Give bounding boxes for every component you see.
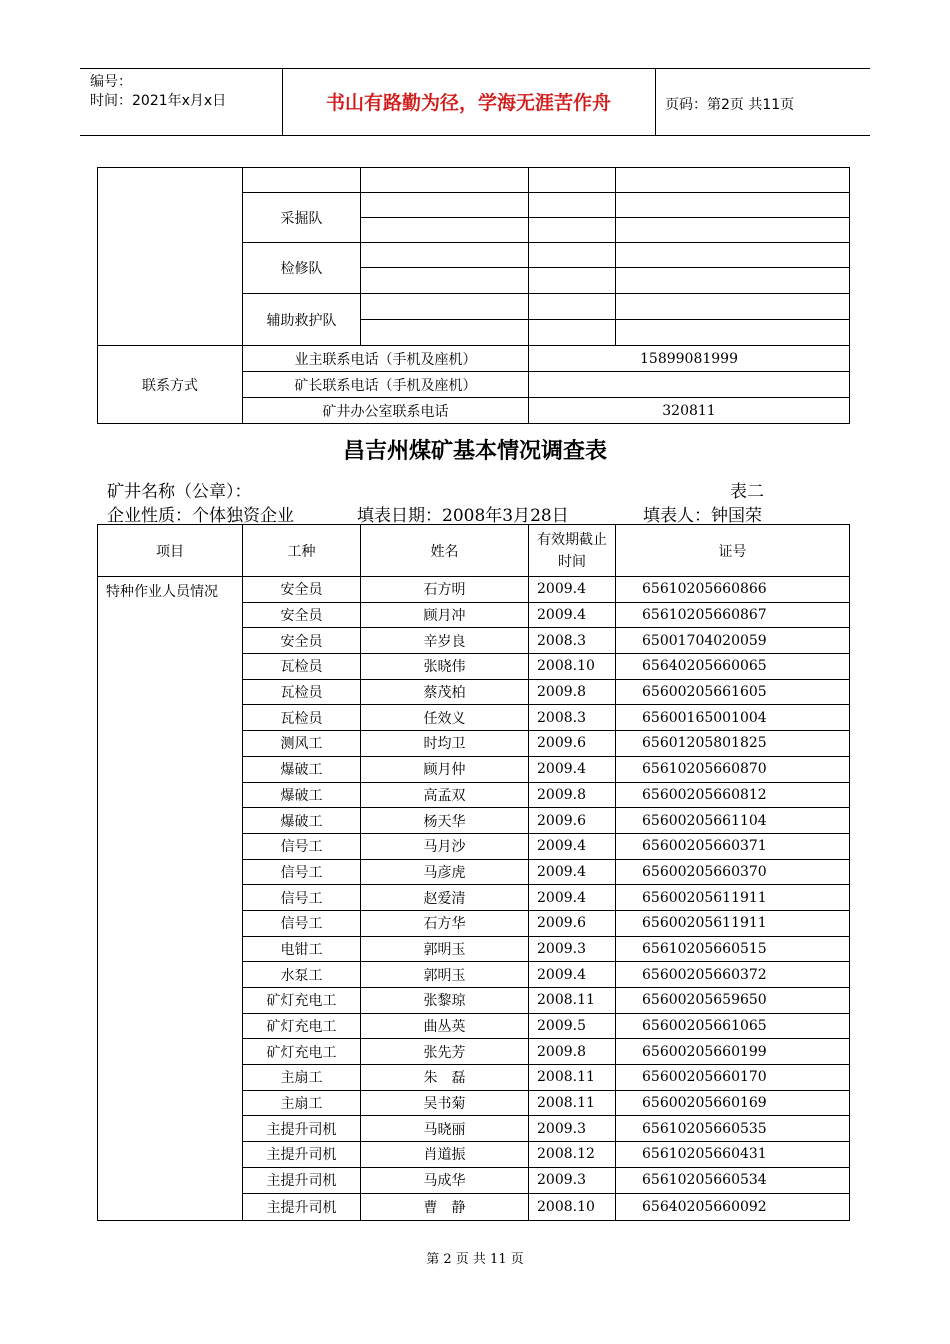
expiry-cell: 2009.3 (529, 936, 616, 962)
job-cell: 矿灯充电工 (243, 1039, 361, 1065)
expiry-cell: 2009.4 (529, 885, 616, 911)
expiry-cell: 2009.3 (529, 1116, 616, 1142)
name-cell: 曹 静 (361, 1193, 529, 1220)
name-cell: 顾月冲 (361, 602, 529, 628)
job-cell: 主提升司机 (243, 1167, 361, 1193)
staff-table (97, 524, 850, 1221)
table-row (98, 346, 850, 372)
column-header: 工种 (243, 525, 361, 577)
name-cell: 肖道振 (361, 1142, 529, 1168)
cert-cell: 65610205660431 (616, 1142, 850, 1168)
column-header: 姓名 (361, 525, 529, 577)
contact-item-label: 矿长联系电话（手机及座机） (243, 372, 529, 398)
name-cell: 时均卫 (361, 731, 529, 757)
contact-item-value: 15899081999 (529, 346, 850, 372)
expiry-cell: 2008.3 (529, 628, 616, 654)
form-title: 昌吉州煤矿基本情况调查表 (342, 439, 607, 464)
expiry-cell: 2009.4 (529, 577, 616, 603)
expiry-cell: 2008.11 (529, 988, 616, 1014)
name-cell: 张先芳 (361, 1039, 529, 1065)
name-cell: 郭明玉 (361, 962, 529, 988)
name-cell: 马成华 (361, 1167, 529, 1193)
name-cell: 石方华 (361, 910, 529, 936)
team-label: 采掘队 (243, 193, 361, 243)
expiry-cell: 2008.11 (529, 1065, 616, 1091)
contact-item-value (529, 372, 850, 398)
cert-cell: 65600205660371 (616, 833, 850, 859)
name-cell: 马彦虎 (361, 859, 529, 885)
job-cell: 主提升司机 (243, 1116, 361, 1142)
expiry-cell: 2009.4 (529, 962, 616, 988)
name-cell: 杨天华 (361, 808, 529, 834)
team-label: 辅助救护队 (243, 294, 361, 346)
filler-name: 填表人：钟国荣 (643, 506, 762, 526)
expiry-cell: 2009.6 (529, 910, 616, 936)
header-bottom-rule (80, 135, 870, 136)
expiry-cell: 2009.4 (529, 756, 616, 782)
header-motto: 书山有路勤为径，学海无涯苦作舟 (325, 92, 611, 114)
expiry-cell: 2008.3 (529, 705, 616, 731)
name-cell: 蔡茂柏 (361, 679, 529, 705)
cert-cell: 65610205660870 (616, 756, 850, 782)
name-cell: 张晓伟 (361, 654, 529, 680)
cert-cell: 65610205660867 (616, 602, 850, 628)
job-cell: 主提升司机 (243, 1193, 361, 1220)
fill-date: 填表日期：2008年3月28日 (357, 506, 569, 526)
table-row (98, 577, 850, 603)
job-cell: 矿灯充电工 (243, 1013, 361, 1039)
expiry-cell: 2009.3 (529, 1167, 616, 1193)
cert-cell: 65640205660092 (616, 1193, 850, 1220)
table-cell-empty (98, 168, 243, 346)
job-cell: 爆破工 (243, 756, 361, 782)
job-cell: 信号工 (243, 910, 361, 936)
name-cell: 高孟双 (361, 782, 529, 808)
job-cell: 瓦检员 (243, 679, 361, 705)
job-cell: 主扇工 (243, 1065, 361, 1091)
table-header-row (98, 525, 850, 577)
cert-cell: 65600205661104 (616, 808, 850, 834)
expiry-cell: 2009.4 (529, 602, 616, 628)
table-number: 表二 (730, 482, 764, 502)
job-cell: 信号工 (243, 859, 361, 885)
name-cell: 曲丛英 (361, 1013, 529, 1039)
cert-cell: 65001704020059 (616, 628, 850, 654)
cert-cell: 65600205611911 (616, 885, 850, 911)
document-date: 时间：2021年x月x日 (90, 93, 227, 109)
cert-cell: 65600205611911 (616, 910, 850, 936)
name-cell: 任效义 (361, 705, 529, 731)
expiry-cell: 2009.8 (529, 1039, 616, 1065)
enterprise-type: 企业性质：个体独资企业 (107, 506, 294, 526)
column-header: 有效期截止时间 (529, 525, 616, 577)
name-cell: 石方明 (361, 577, 529, 603)
table-row (98, 168, 850, 193)
expiry-cell: 2009.4 (529, 859, 616, 885)
expiry-cell: 2008.12 (529, 1142, 616, 1168)
name-cell: 马月沙 (361, 833, 529, 859)
header-divider-right (655, 68, 656, 136)
job-cell: 主提升司机 (243, 1142, 361, 1168)
job-cell: 瓦检员 (243, 705, 361, 731)
cert-cell: 65600205660170 (616, 1065, 850, 1091)
contact-item-label: 业主联系电话（手机及座机） (243, 346, 529, 372)
expiry-cell: 2009.4 (529, 833, 616, 859)
name-cell: 张黎琼 (361, 988, 529, 1014)
name-cell: 顾月仲 (361, 756, 529, 782)
expiry-cell: 2008.11 (529, 1090, 616, 1116)
contact-label: 联系方式 (98, 346, 243, 424)
column-header: 项目 (98, 525, 243, 577)
cert-cell: 65600205661605 (616, 679, 850, 705)
job-cell: 爆破工 (243, 782, 361, 808)
job-cell: 测风工 (243, 731, 361, 757)
name-cell: 辛岁良 (361, 628, 529, 654)
job-cell: 水泵工 (243, 962, 361, 988)
cert-cell: 65600205660169 (616, 1090, 850, 1116)
header-page-info: 页码：第2页 共11页 (665, 97, 795, 113)
expiry-cell: 2008.10 (529, 654, 616, 680)
table-cell-empty (243, 168, 361, 193)
cert-cell: 65600205660812 (616, 782, 850, 808)
document-number-label: 编号： (90, 74, 132, 90)
name-cell: 马晓丽 (361, 1116, 529, 1142)
cert-cell: 65600205661065 (616, 1013, 850, 1039)
job-cell: 安全员 (243, 602, 361, 628)
job-cell: 电钳工 (243, 936, 361, 962)
upper-continuation-table (97, 167, 850, 424)
contact-item-value: 320811 (529, 398, 850, 424)
job-cell: 瓦检员 (243, 654, 361, 680)
cert-cell: 65610205660866 (616, 577, 850, 603)
job-cell: 信号工 (243, 885, 361, 911)
team-label: 检修队 (243, 243, 361, 294)
job-cell: 安全员 (243, 577, 361, 603)
job-cell: 矿灯充电工 (243, 988, 361, 1014)
column-header: 证号 (616, 525, 850, 577)
name-cell: 朱 磊 (361, 1065, 529, 1091)
name-cell: 吴书菊 (361, 1090, 529, 1116)
cert-cell: 65601205801825 (616, 731, 850, 757)
name-cell: 赵爱清 (361, 885, 529, 911)
job-cell: 爆破工 (243, 808, 361, 834)
category-cell: 特种作业人员情况 (98, 577, 243, 1221)
expiry-cell: 2009.8 (529, 782, 616, 808)
job-cell: 安全员 (243, 628, 361, 654)
cert-cell: 65610205660515 (616, 936, 850, 962)
cert-cell: 65610205660535 (616, 1116, 850, 1142)
name-cell: 郭明玉 (361, 936, 529, 962)
cert-cell: 65610205660534 (616, 1167, 850, 1193)
cert-cell: 65600205660199 (616, 1039, 850, 1065)
expiry-cell: 2008.10 (529, 1193, 616, 1220)
contact-item-label: 矿井办公室联系电话 (243, 398, 529, 424)
cert-cell: 65600165001004 (616, 705, 850, 731)
expiry-cell: 2009.5 (529, 1013, 616, 1039)
expiry-cell: 2009.6 (529, 731, 616, 757)
job-cell: 信号工 (243, 833, 361, 859)
expiry-cell: 2009.8 (529, 679, 616, 705)
page-footer: 第 2 页 共 11 页 (426, 1252, 524, 1267)
cert-cell: 65600205660370 (616, 859, 850, 885)
cert-cell: 65640205660065 (616, 654, 850, 680)
cert-cell: 65600205659650 (616, 988, 850, 1014)
mine-name-label: 矿井名称（公章）： (107, 482, 252, 502)
expiry-cell: 2009.6 (529, 808, 616, 834)
header-top-rule (80, 68, 870, 69)
job-cell: 主扇工 (243, 1090, 361, 1116)
cert-cell: 65600205660372 (616, 962, 850, 988)
